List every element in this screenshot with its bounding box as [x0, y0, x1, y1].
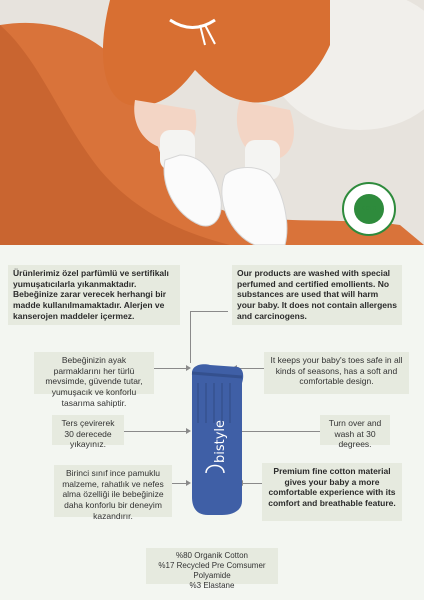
sock-product-image: [188, 363, 246, 515]
composition-line-3: %3 Elastane: [189, 581, 235, 590]
composition-line-2: %17 Recycled Pre Comsumer Polyamide: [158, 561, 266, 580]
note-tr-wash: Ters çevirerek 30 derecede yıkayınız.: [52, 415, 124, 445]
sock-brand: bistyle: [213, 419, 228, 463]
arrow-to-sock: [154, 368, 186, 369]
connector-line: [190, 311, 191, 363]
arrow-to-sock: [124, 431, 186, 432]
composition-line-1: %80 Organik Cotton: [175, 551, 249, 560]
badge-label: GOTS: [361, 206, 377, 212]
note-en-wash: Turn over and wash at 30 degrees.: [320, 415, 390, 445]
arrow-to-sock: [172, 483, 186, 484]
composition-box: [146, 548, 278, 590]
note-en-cotton: Premium fine cotton material gives your baby a more comfortable experience with its comfort and breathable feature.: [262, 463, 402, 521]
note-tr-washing: Ürünlerimiz özel parfümlü ve sertifikalı yumuşatıcılarla yıkanmaktadır. Bebeğinize zarar verecek herhangi bir madde kullanılmamaktadır. Alerjen ve kanserojen maddeler içermez.: [8, 265, 180, 325]
connector-line: [190, 311, 228, 312]
product-photo: [0, 0, 424, 245]
note-tr-cotton: Birinci sınıf ince pamuklu malzeme, rahatlık ve nefes alma özelliği ile bebeğinize daha konforlu bir deneyim kazandırır.: [54, 465, 172, 517]
info-panel: [0, 245, 424, 600]
arrow-to-sock: [240, 431, 320, 432]
note-en-toes: It keeps your baby's toes safe in all kinds of seasons, has a soft and comfortable design.: [264, 352, 409, 394]
organic-certification-badge: [342, 182, 396, 236]
note-tr-toes: Bebeğinizin ayak parmaklarını her türlü mevsimde, güvende tutar, yumuşacık ve konforlu tasarıma sahiptir.: [34, 352, 154, 394]
note-en-washing: Our products are washed with special perfumed and certified emollients. No substances are used that will harm your baby. It does not contain allergens and carcinogens.: [232, 265, 402, 325]
